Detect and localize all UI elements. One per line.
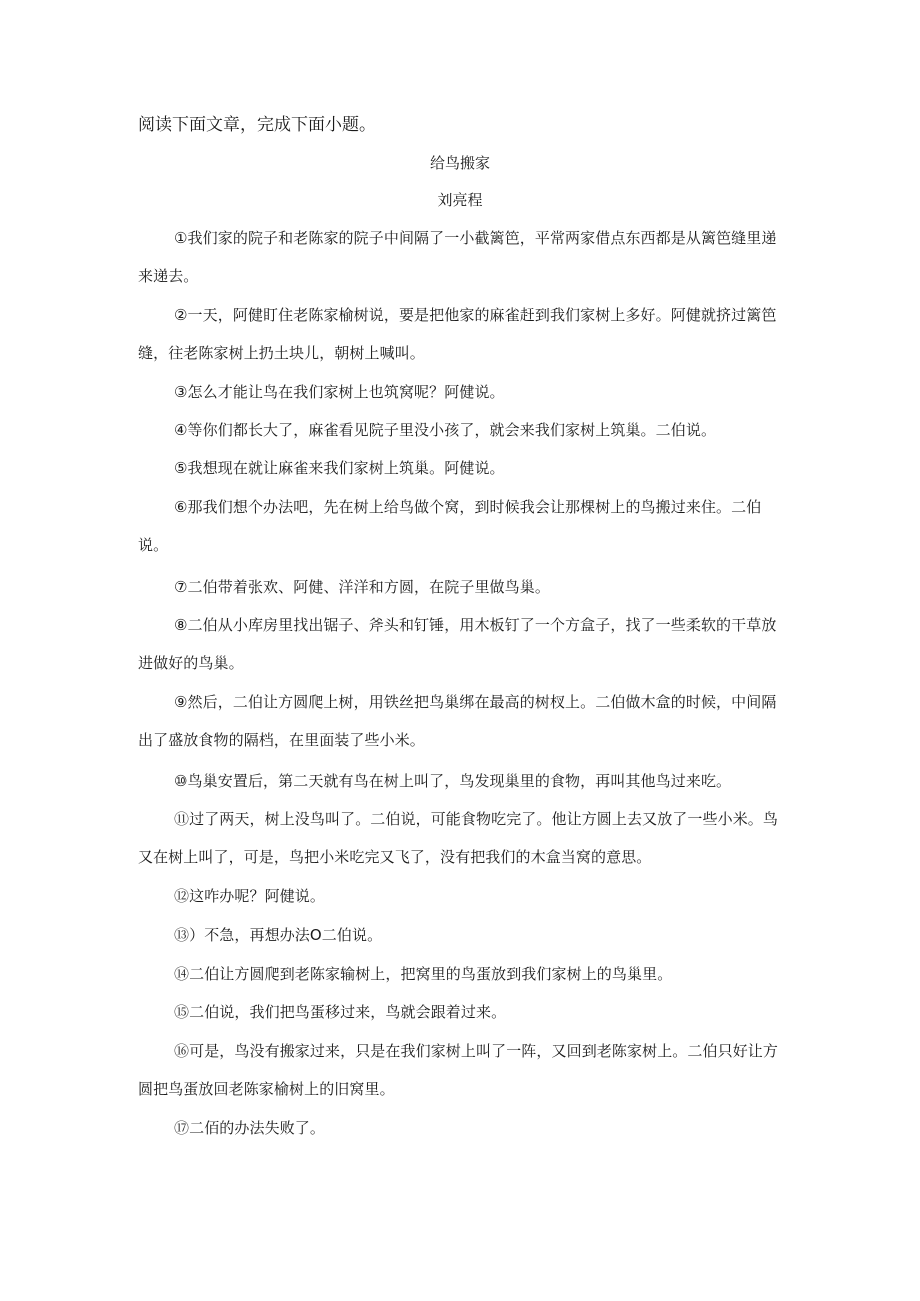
paragraph-4: ④等你们都长大了，麻雀看见院子里没小孩了，就会来我们家树上筑巢。二伯说。	[174, 421, 717, 439]
reading-instruction: 阅读下面文章，完成下面小题。	[138, 115, 376, 135]
paragraph-8: ⑧二伯从小库房里找出锯子、斧头和钉锤，用木板钉了一个方盒子，找了一些柔软的干草放进做好的鸟巢。	[138, 616, 777, 672]
paragraph-1: ①我们家的院子和老陈家的院子中间隔了一小截篱笆，平常两家借点东西都是从篱笆缝里递来递去。	[138, 229, 777, 285]
paragraph-10: ⑩鸟巢安置后，第二天就有鸟在树上叫了，鸟发现巢里的食物，再叫其他鸟过来吃。	[174, 772, 732, 790]
paragraph-16: ⑯可是，鸟没有搬家过来，只是在我们家树上叫了一阵，又回到老陈家树上。二伯只好让方圆把鸟蛋放回老陈家榆树上的旧窝里。	[138, 1042, 779, 1098]
paragraph-13: ⑬）不急，再想办法O二伯说。	[174, 926, 383, 944]
article-author: 刘亮程	[437, 191, 483, 209]
article-title: 给鸟搬家	[429, 154, 490, 172]
paragraph-11: ⑪过了两天，树上没鸟叫了。二伯说，可能食物吃完了。他让方圆上去又放了一些小米。鸟又在树上叫了，可是，鸟把小米吃完又飞了，没有把我们的木盒当窝的意思。	[138, 810, 779, 866]
paragraph-17: ⑰二佰的办法失败了。	[174, 1119, 326, 1137]
paragraph-7: ⑦二伯带着张欢、阿健、洋洋和方圆，在院子里做鸟巢。	[174, 578, 550, 596]
paragraph-9: ⑨然后，二伯让方圆爬上树，用铁丝把鸟巢绑在最高的树杈上。二伯做木盒的时候，中间隔出了盛放食物的隔档，在里面装了些小米。	[138, 693, 777, 749]
paragraph-15: ⑮二伯说，我们把鸟蛋移过来，鸟就会跟着过来。	[174, 1003, 507, 1021]
paragraph-5: ⑤我想现在就让麻雀来我们家树上筑巢。阿健说。	[174, 459, 505, 477]
paragraph-14: ⑭二伯让方圆爬到老陈家输树上，把窝里的鸟蛋放到我们家树上的鸟巢里。	[174, 965, 673, 983]
paragraph-2: ②一天，阿健盯住老陈家榆树说，要是把他家的麻雀赶到我们家树上多好。阿健就挤过篱笆缝，往老陈家树上扔土块儿，朝树上喊叫。	[138, 306, 777, 362]
paragraph-12: ⑫这咋办呢？阿健说。	[174, 887, 326, 905]
paragraph-3: ③怎么才能让鸟在我们家树上也筑窝呢？阿健说。	[174, 383, 505, 401]
paragraph-6: ⑥那我们想个办法吧，先在树上给鸟做个窝，到时候我会让那棵树上的鸟搬过来住。二伯说。	[138, 498, 762, 554]
